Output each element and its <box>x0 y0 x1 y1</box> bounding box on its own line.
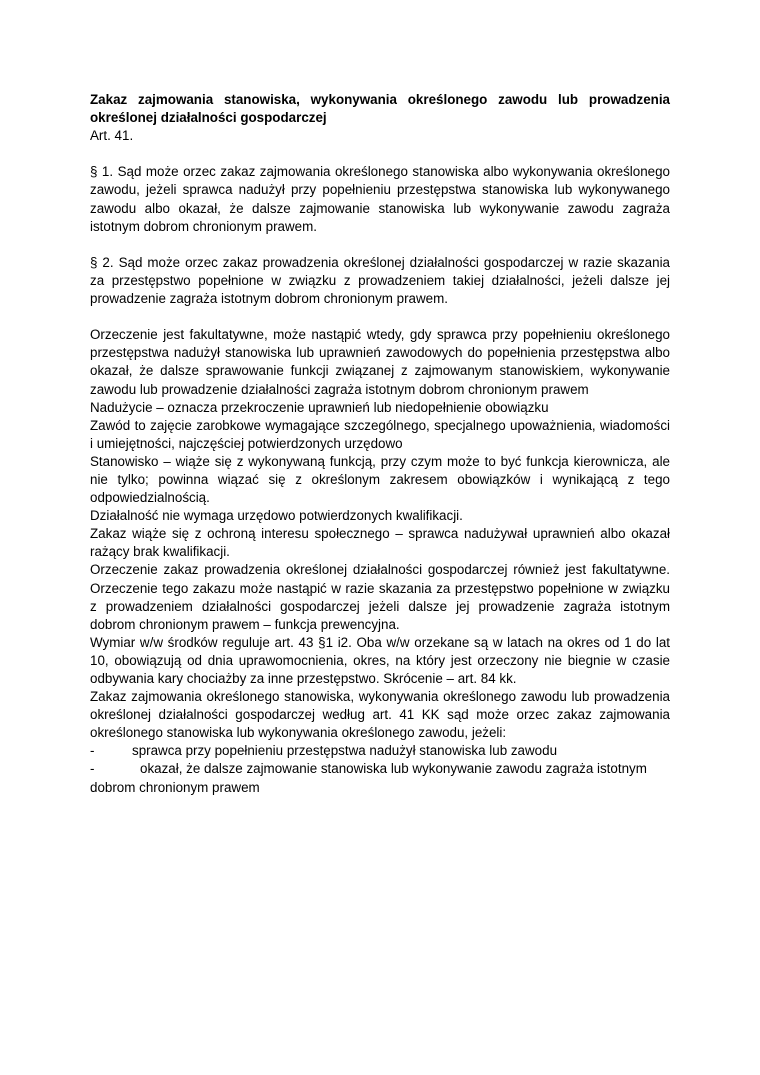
list-item-text: sprawca przy popełnieniu przestępstwa nadużył stanowiska lub zawodu <box>132 743 558 759</box>
article-number: Art. 41. <box>90 128 134 144</box>
paragraph: Orzeczenie zakaz prowadzenia określonej działalności gospodarczej również jest fakultatywne. Orzeczenie tego zakazu może nastąpić w razie skazania za przestępstwo popełnione w związku z prowadzeniem działalności gospodarczej jeżeli dalsze jej prowadzenie zagraża istotnym dobrom chronionym prawem – funkcja prewencyjna. <box>90 562 670 632</box>
spacer <box>90 308 670 326</box>
list-marker: - <box>90 761 95 777</box>
section-2: § 2. Sąd może orzec zakaz prowadzenia określonej działalności gospodarczej w razie skazania za przestępstwo popełnione w związku z prowadzeniem takiej działalności, jeżeli dalsze jej prowadzenie zagraża istotnym dobrom chronionym prawem. <box>90 254 670 307</box>
list-item-text: okazał, że dalsze zajmowanie stanowiska lub wykonywanie zawodu zagraża istotnym dobrom chronionym prawem <box>90 761 647 795</box>
document-title: Zakaz zajmowania stanowiska, wykonywania określonego zawodu lub prowadzenia określonej działalności gospodarczej <box>90 92 670 126</box>
paragraph: Wymiar w/w środków reguluje art. 43 §1 i2. Oba w/w orzekane są w latach na okres od 1 do lat 10, obowiązują od dnia uprawomocnienia, okres, na który jest orzeczony nie biegnie w czasie odbywania kary chociażby za inne przestępstwo. Skrócenie – art. 84 kk. <box>90 634 670 686</box>
spacer <box>90 145 670 163</box>
paragraph: Orzeczenie jest fakultatywne, może nastąpić wtedy, gdy sprawca przy popełnieniu określonego przestępstwa nadużył stanowiska lub uprawnień zawodowych do popełnienia przestępstwa albo okazał, że dalsze sprawowanie funkcji związanej z zajmowanym stanowiskiem, wykonywanie zawodu lub prowadzenie działalności zagraża istotnym dobrom chronionym prawem <box>90 327 670 397</box>
paragraph: Nadużycie – oznacza przekroczenie uprawnień lub niedopełnienie obowiązku <box>90 399 549 415</box>
spacer <box>90 236 670 254</box>
paragraph: Zakaz zajmowania określonego stanowiska, wykonywania określonego zawodu lub prowadzenia określonej działalności gospodarczej według art. 41 KK sąd może orzec zakaz zajmowania określonego stanowiska lub wykonywania określonego zawodu, jeżeli: <box>90 689 670 741</box>
list-item <box>90 742 670 760</box>
paragraph: Zakaz wiąże się z ochroną interesu społecznego – sprawca nadużywał uprawnień albo okazał rażący brak kwalifikacji. <box>90 526 670 560</box>
paragraph: Zawód to zajęcie zarobkowe wymagające szczególnego, specjalnego upoważnienia, wiadomości i umiejętności, najczęściej potwierdzonych urzędowo <box>90 417 670 451</box>
list-item <box>90 760 670 796</box>
paragraph: Stanowisko – wiąże się z wykonywaną funkcją, przy czym może to być funkcja kierownicza, ale nie tylko; powinna wiązać się z określonym zakresem obowiązków i wynikającą z tego odpowiedzialnością. <box>90 453 670 506</box>
paragraph: Działalność nie wymaga urzędowo potwierdzonych kwalifikacji. <box>90 508 463 524</box>
document-page <box>90 91 670 797</box>
list-marker: - <box>90 743 95 759</box>
section-1: § 1. Sąd może orzec zakaz zajmowania określonego stanowiska albo wykonywania określonego zawodu, jeżeli sprawca nadużył przy popełnieniu przestępstwa stanowiska lub wykonywanego zawodu albo okazał, że dalsze zajmowanie stanowiska lub wykonywanie zawodu zagraża istotnym dobrom chronionym prawem. <box>90 164 670 234</box>
